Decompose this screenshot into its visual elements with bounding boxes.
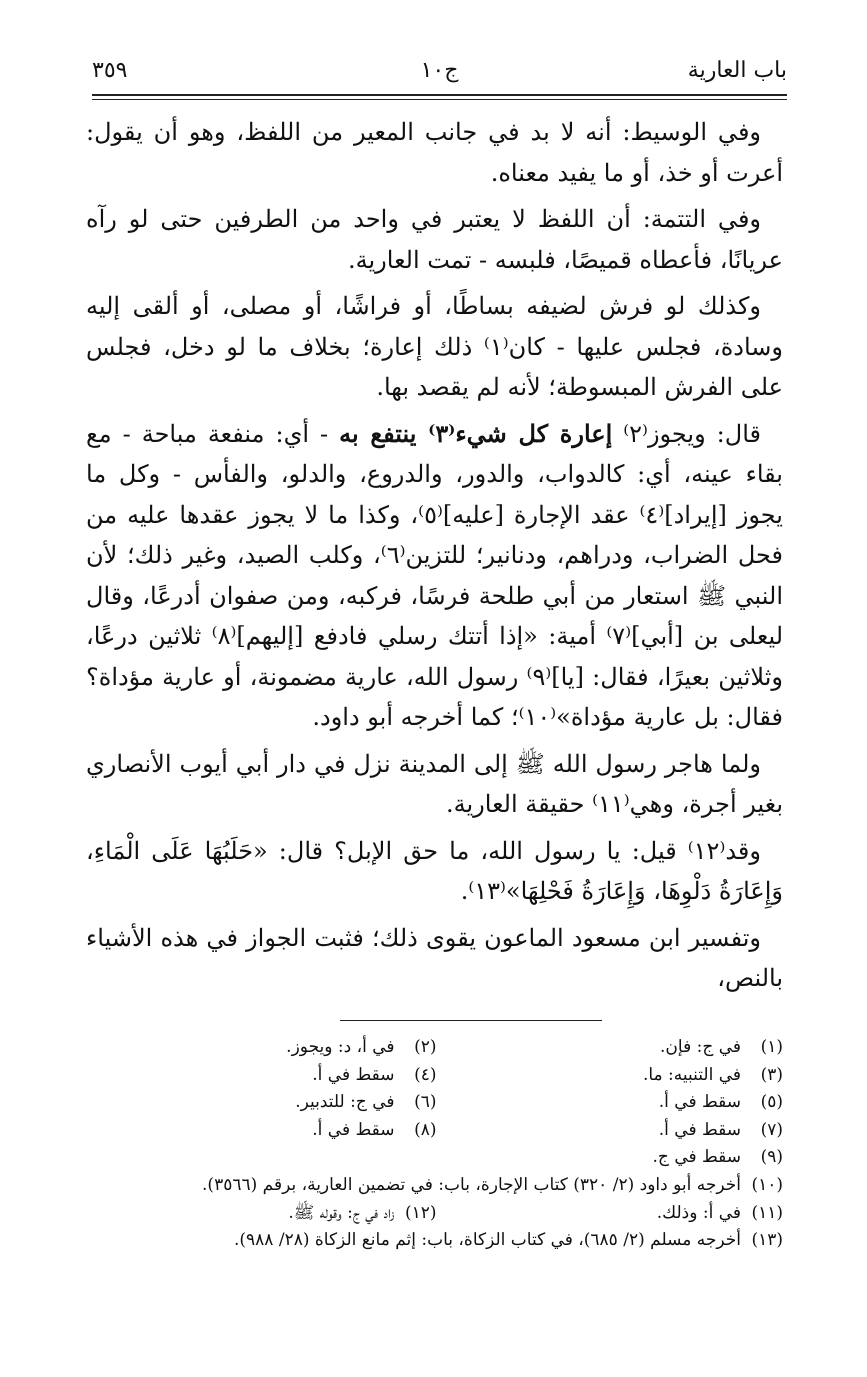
footnote: (٤)سقط في أ.	[312, 1064, 437, 1085]
paragraph-lead: قال: ويجوز⁽٢⁾	[612, 419, 761, 448]
footnote-row	[90, 1200, 783, 1228]
header-rule-thin	[92, 99, 787, 100]
chapter-title: باب العارية	[687, 58, 787, 83]
footnote: (١٣)أخرجه مسلم (٢/ ٦٨٥)، في كتاب الزكاة، باب: إثم مانع الزكاة (٢٨/ ٩٨٨).	[233, 1230, 783, 1251]
volume-label: ج١٠	[420, 58, 459, 83]
footnote-row	[90, 1089, 783, 1117]
footnote: (١١)في أ: وذلك.	[656, 1202, 783, 1223]
footnote: (١٠)أخرجه أبو داود (٢/ ٣٢٠) كتاب الإجارة، باب: في تضمين العارية، برقم (٣٥٦٦).	[202, 1174, 783, 1195]
header-rule	[92, 94, 787, 96]
page-number: ٣٥٩	[92, 58, 128, 83]
footnote-row	[90, 1117, 783, 1145]
footnotes	[90, 1034, 783, 1255]
paragraph-rest: - أي: منفعة مباحة - مع بقاء عينه، أي: كالدواب، والدور، والدروع، والدلو، والفأس - وكل ما يجوز [إيراد]⁽٤⁾ عقد الإجارة [عليه]⁽٥⁾، وكذا ما لا يجوز عقدها عليه من فحل الضراب، ودراهم، ودنانير؛ للتزين⁽٦⁾، وكلب الصيد، وغير ذلك؛ لأن النبي ﷺ استعار من أبي طلحة فرسًا، فركبه، ومن صفوان أدرعًا، وقال ليعلى بن [أبي]⁽٧⁾ أمية: «إذا أتتك رسلي فادفع [إليهم]⁽٨⁾ ثلاثين درعًا، وثلاثين بعيرًا، فقال: [يا]⁽٩⁾ رسول الله، عارية مضمونة، أو عارية مؤداة؟ فقال: بل عارية مؤداة»⁽١٠⁾؛ كما أخرجه أبو داود.	[86, 419, 784, 731]
paragraph: وقد⁽١٢⁾ قيل: يا رسول الله، ما حق الإبل؟ قال: «حَلَبُهَا عَلَى الْمَاءِ، وَإِعَارَةُ دَلْوِهَا، وَإِعَارَةُ فَحْلِهَا»⁽١٣⁾.	[86, 836, 783, 905]
paragraph: وكذلك لو فرش لضيفه بساطًا، أو فراشًا، أو مصلى، أو ألقى إليه وسادة، فجلس عليها - كان⁽١⁾ ذلك إعارة؛ بخلاف ما لو دخل، فجلس على الفرش المبسوطة؛ لأنه لم يقصد بها.	[86, 292, 783, 401]
footnote: (٣)في التنبيه: ما.	[642, 1064, 783, 1085]
footnote: (٥)سقط في أ.	[658, 1092, 783, 1113]
paragraph: ولما هاجر رسول الله ﷺ إلى المدينة نزل في دار أبي أيوب الأنصاري بغير أجرة، وهي⁽١١⁾ حقيقة العارية.	[86, 749, 783, 818]
paragraph: وفي الوسيط: أنه لا بد في جانب المعير من اللفظ، وهو أن يقول: أعرت أو خذ، أو ما يفيد معناه.	[86, 118, 783, 187]
footnote: (١)في ج: فإن.	[660, 1037, 783, 1057]
footnote: (٩)سقط في ج.	[652, 1147, 783, 1168]
footnote-row	[90, 1062, 783, 1090]
paragraph	[86, 414, 783, 738]
matn-bold-text: إعارة كل شيء⁽٣⁾ ينتفع به	[339, 418, 613, 448]
paragraph: وفي التتمة: أن اللفظ لا يعتبر في واحد من الطرفين حتى لو رآه عريانًا، فأعطاه قميصًا، فلبسه - تمت العارية.	[86, 205, 783, 274]
main-text	[86, 112, 783, 1005]
footnote: (١٢)زاد في ج: وقوله ﷺ.	[288, 1202, 437, 1223]
footnote: (٧)سقط في أ.	[658, 1119, 783, 1140]
footnote-separator	[340, 1020, 602, 1021]
running-header	[92, 58, 787, 88]
footnote: (٦)في ج: للتدبير.	[295, 1092, 437, 1113]
footnote: (٨)سقط في أ.	[312, 1119, 437, 1140]
footnote-row	[90, 1034, 783, 1062]
paragraph: وتفسير ابن مسعود الماعون يقوى ذلك؛ فثبت الجواز في هذه الأشياء بالنص،	[86, 923, 783, 992]
footnote: (٢)في أ، د: ويجوز.	[286, 1037, 437, 1057]
